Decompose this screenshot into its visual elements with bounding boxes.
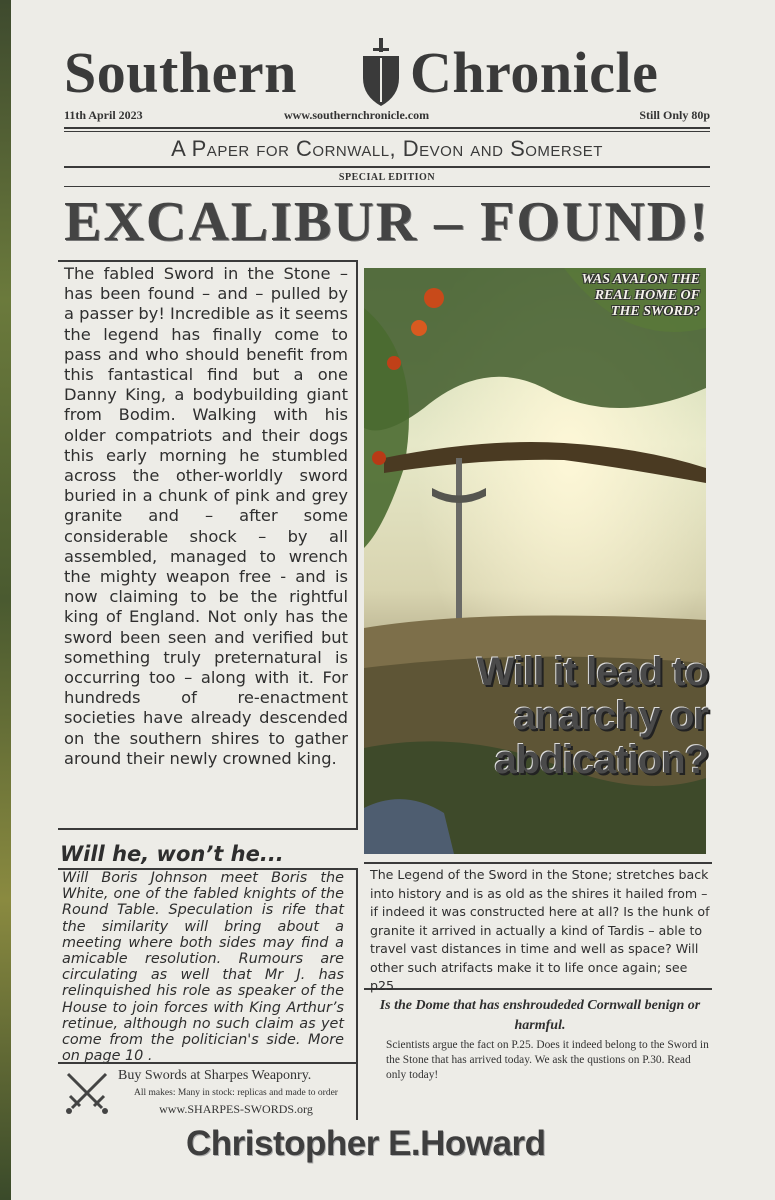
tagline-rule: [64, 166, 710, 168]
masthead-title-right: Chronicle: [410, 40, 659, 105]
masthead: [64, 38, 710, 110]
crossed-swords-icon: [64, 1070, 110, 1116]
advert-subtitle: All makes: Many in stock: replicas and made to order: [134, 1088, 338, 1098]
edition-rule: [64, 186, 710, 187]
website-url: www.southernchronicle.com: [284, 108, 430, 122]
masthead-rule: [64, 127, 710, 129]
price: Still Only 80p: [639, 108, 710, 122]
masthead-rule-thin: [64, 131, 710, 132]
masthead-title-left: Southern: [64, 40, 297, 105]
advert-title: Buy Swords at Sharpes Weaponry.: [118, 1068, 312, 1083]
advert-url: www.SHARPES-SWORDS.org: [159, 1102, 313, 1116]
photo-question: Will it lead to anarchy or abdication?: [476, 650, 708, 782]
sidebar-story-heading: Will he, won’t he...: [60, 842, 284, 866]
headline: EXCALIBUR – FOUND!: [64, 191, 710, 253]
shield-sword-icon: [359, 38, 403, 108]
author-name: Christopher E.Howard: [186, 1124, 546, 1163]
dome-story-heading: Is the Dome that has enshroudeded Cornwall benign or harmful.: [379, 998, 701, 1033]
tagline: A Paper for Cornwall, Devon and Somerset: [171, 136, 603, 161]
book-spine: [0, 0, 11, 1200]
photo-caption: WAS AVALON THE REAL HOME OF THE SWORD?: [581, 272, 700, 319]
dateline: [64, 108, 710, 124]
issue-date: 11th April 2023: [64, 108, 143, 122]
legend-story-text: The Legend of the Sword in the Stone; stretches back into history and is as old as the shires it hailed from – if indeed it was constructed here at all? Is the hunk of granite it arrived in actually a kind of Tardis – able to travel vast distances in time and well as space? Will other such atrifacts make it to life once again; see p25: [370, 867, 710, 993]
edition-label: SPECIAL EDITION: [338, 172, 436, 183]
lead-article: The fabled Sword in the Stone – has been found – and – pulled by a passer by! Incredible as it seems the legend has finally come to pass and who should benefit from this fantastical find but a one Danny King, a bodybuilding giant from Bodim. Walking with his older compatriots and their dogs this early morning he stumbled across the other-worldly sword buried in a chunk of pink and grey granite and – after some considerable shock – by all assembled, managed to wrench the mighty weapon free - and is now claiming to be the rightful king of England. Not only has the sword been seen and verified but something truly preternatural is occurring too – along with it. For hundreds of re-enactment societies have already descended on the southern shires to gather around their newly crowned king.: [64, 264, 348, 768]
sidebar-story-text: Will Boris Johnson meet Boris the White, one of the fabled knights of the Round Table. Speculation is rife that the similarity will bring about a meeting where both sides may find a amicable resolution. Rumours are circulating as well that Mr J. has relinquished his role as speaker of the House to join forces with King Arthur’s retinue, although no such claim as yet come from the politician's side. More on page 10 .: [62, 870, 344, 1065]
dome-story-text: Scientists argue the fact on P.25. Does it indeed belong to the Sword in the Stone that has arrived today. We ask the qustions on P.30. Read only today!: [386, 1039, 709, 1082]
